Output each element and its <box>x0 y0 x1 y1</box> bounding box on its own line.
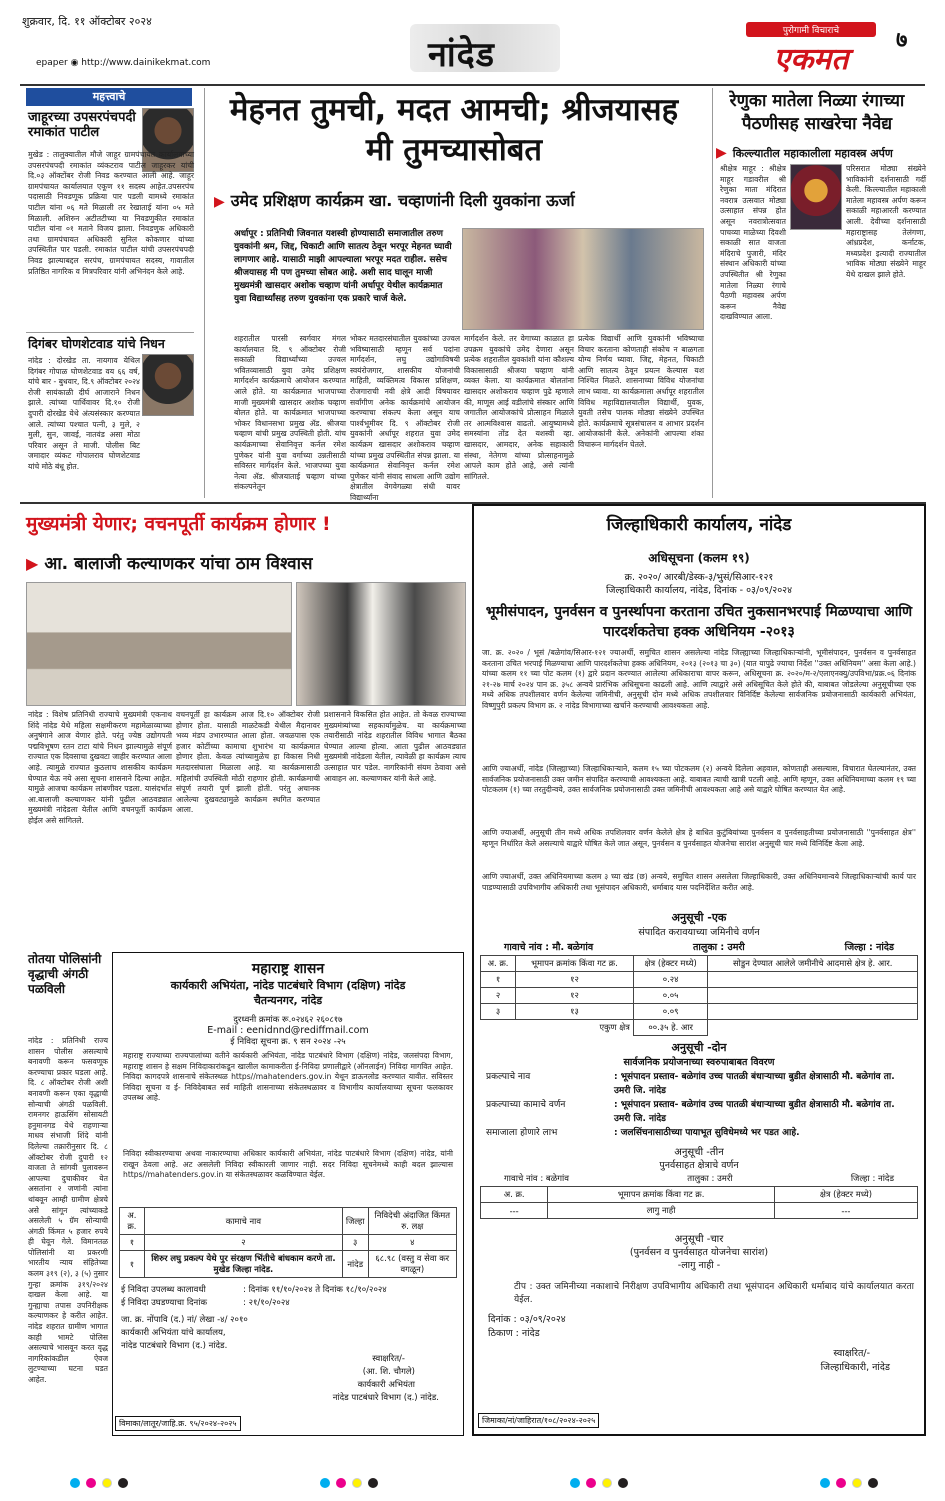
table-header: क्षेत्र (हेक्टर मध्ये) <box>774 1187 917 1203</box>
logo-tagline: पुरोगामी विचाराचे <box>746 22 876 37</box>
subheadline-text: उमेद प्रशिक्षण कार्यक्रम खा. चव्हाणांनी दिली युवकांना ऊर्जा <box>230 191 575 210</box>
registration-dot <box>586 1478 596 1488</box>
goddess-photo <box>790 164 842 230</box>
table-cell: २ <box>481 988 516 1004</box>
period-value: : दिनांक ११/१०/२०२४ ते दिनांक १८/१०/२०२४ <box>243 1285 387 1295</box>
sch2-row <box>486 1126 912 1140</box>
table-row <box>481 988 918 1004</box>
sch3-sub: पुनर्वसाहत क्षेत्राचे वर्णन <box>659 1160 739 1171</box>
story-body-jahur: मुखेड : तालुक्यातील मौजे जाहूर ग्रामपंचायत कार्यालयाच्या उपसरपंचपदी रमाकांत व्यंकटराव पाटील जाहूरकर यांची दि.०३ ऑक्टोंबर रोजी निवड करण्यात आली आहे. जाहूर ग्रामपंचायत कार्यालयात एकूण ११ सदस्य आहेत.उपसरपंच पदासाठी निवडणूक प्रक्रिया पार पडली यामध्ये रमाकांत पाटील यांना ०६ मते मिळाली तर रेखाताई यांना ०५ मते मिळाली. अशिरुन अटीतटीच्या या निवडणुकीत रमाकांत पाटील यांना ०१ मताने विजय झाला. निवडणुक अधिकारी तथा ग्रामपंचायत अधिकारी सुनिल कोकणार यांच्या उपस्थितीत पार पडली. रमाकांत पाटील यांची उपसरपंचपदी निवड झाल्याबद्दल सरपंच, ग्रामपंचायत सदस्य, गावातील प्रतिष्ठित नागरिक व मित्रपरिवार यांनी अभिनंदन केले आहे. <box>28 150 194 276</box>
tender-email[interactable]: E-mail : eenidnnd@rediffmail.com <box>207 1025 369 1036</box>
table-cell: लागु नाही <box>548 1203 775 1219</box>
sch4-na: -लागु नाही - <box>677 1260 721 1271</box>
table-cell: १ <box>481 972 516 988</box>
sch1-table <box>480 955 918 1036</box>
table-cell: १२ <box>516 972 634 988</box>
sch3-title: अनुसूची -तीन <box>674 1147 724 1158</box>
column-rule <box>204 88 205 498</box>
sch2-label: प्रकल्पाचे नाव <box>486 1072 531 1082</box>
table-header: भूमापन क्रमांक किंवा गट क्र. <box>548 1187 775 1203</box>
logo-wordmark: एकमत <box>773 42 849 77</box>
intro-paragraph: अर्धापूर : प्रतिनिधी जिवनात यशस्वी होण्यासाठी समाजातील तरुण युवकांनी श्रम, जिद्द, चिकाटी आणि सातत्य ठेवून भरपूर मेहनत घ्यावी लागणार आहे. यासाठी माझी आपल्याला भरपूर मदत राहील. ससेच श्रीजयासह मी पण तुमच्या सोबत आहे. अशी साद घालून माजी मुख्यमंत्री खासदार अशोक चव्हाण यांनी अर्धापूर येथील कार्यक्रमात युवा विद्यार्थ्यांसह तरुण युवकांना एक प्रकारे चार्ज केले. <box>234 229 452 304</box>
registration-dot <box>352 1478 362 1488</box>
main-column-1: शहरातील पारसी स्वर्गवार मंगल कार्यालयात दि. ९ ऑक्टोबर रोजी सकाळी विद्यार्थ्यांच्या उज्वल भवितव्यासाठी युवा उमेद प्रशिक्षण मार्गदर्शन कार्यक्रमाचे आयोजन करण्यात आले होते. या कार्यक्रमात भाजपाच्या माजी मुख्यमंत्री खासदार अशोक चव्हाण बोलत होते. या कार्यक्रमात भाजपाच्या भोकर विधानसभा प्रमुख ॲड. श्रीजया चव्हाण यांची प्रमुख उपस्थिती होती. यांच कार्यक्रमाच्या सेवानिवृत्त कर्नल रमेश पुणेकर यांनी युवा वर्गाच्या उन्नतीसाठी सविस्तर मार्गदर्शन केले. भाजपच्या युवा नेत्या ॲड. श्रीजयाताई चव्हाण यांच्या संकल्पनेतून <box>234 334 346 492</box>
story-body-ring: नांदेड : प्रतिनिधी राज्य शासन पोलीस असल्याचे बनावणी करून फसवणूक करण्याचा प्रकार घडला आहे. दि. ८ ऑक्टोबर रोजी अशी बनावणी करून एका वृद्धाची सोन्याची अंगठी पळविली. रामनगर हाऊसिंग सोसायटी हनुमानगड येथे राहणाऱ्या माधव संभाजी शिंदे यांनी दिलेल्या तक्रारीनुसार दि. ८ ऑक्टोबर रोजी दुपारी १२ वाजता ते सांगवी पुलावरून आपल्या दुचाकीवर येत असतांना २ जणांनी त्यांना थांबवून आम्ही ग्रामीण क्षेत्रचे असे सांगून त्यांच्याकडे असलेली ५ ग्रॅम सोन्याची अंगठी किंमत ५ हजार रुपये ही घेवून गेले. विमानतळ पोलिसांनी या प्रकरणी भारतीय न्याय संहितेच्या कलम ३१९ (२), ३ (५) नुसार गुन्हा क्रमांक ३१९/२०२४ दाखल केला आहे. या गुन्ह्याचा तपास उपनिरीक्षक कल्याणकर हे करीत आहेत. नांदेड शहरात ग्रामीण भागात काही भामटे पोलिस असल्याचे भासवून करत वृद्ध नागरिकांकडील ऐवज लुटण्याच्या घटना घडत आहेत. <box>28 1036 108 1384</box>
table-row <box>120 1251 457 1278</box>
cm-column-1: नांदेड : विशेष प्रतिनिधी राज्याचे मुख्यमंत्री एकनाथ शिंदे नांदेड येथे महिला सक्षमीकरण महामेळाव्याच्या अनुषंगाने आज येणार होते. परंतु ज्येष्ठ उद्योगपती पद्मविभूषण रतन टाटा यांचे निधन झाल्यामुळे संपूर्ण राज्यात एक दिवसाचा दुखवटा जाहीर करण्यात आला आहे. त्यामुळे राज्यात कुठलाच शासकीय कार्यक्रम घेण्यात येऊ नये असा सूचना शासनाने दिल्या आहेत. यामुळे आजचा कार्यक्रम लांबणीवर पडला. यासंदर्भात आ.बालाजी कल्याणकर यांनी पुढील आठवड्यात मुख्यमंत्री नांदेडला येतील आणि वचनपूर्ती कार्यक्रम होईल असे सांगितले. <box>28 710 172 825</box>
notice-para-1: जा. क्र. २०२० / भूसं /बळेगांव/सिआर-१२१ ज्याअर्थी, समुचित शासन असलेल्या नांदेड जिल्ह्याच्या जिल्हाधिकाऱ्यांनी, भूमीसंपादन, पुनर्वसन व पुनर्वसाहत करताना उचित भरपाई मिळण्याचा आणि पारदर्शकतेचा हक्क अधिनियम, २०१३ (२०१३ चा ३०) (यात यापुढे ज्याचा निर्देश ''उक्त अधिनियम'' असा केला आहे.) यांच्या कलम ११ च्या पोट कलम (१) द्वारे प्रदान करण्यात आलेल्या अधिकाराचा वापर करून, अधिसूचना क्र. २०२०/म-२/एलाएनक्यु/उपविभा/प्रक्र.०६ दिनांक २१-२७ मार्च २०२४ पान क्र. ३५८ अन्वये प्रारंभिक अधिसूचना काढली आहे. आणि त्याद्वारे असे अधिसूचित केले होते की, याबाबत जोडलेल्या अनुसूचीच्या एक मध्ये अधिक तपशीलवार वर्णन केलेल्या जमिनीची, अनुसूची दोन मध्ये अधिक तपशीलवार विनिर्दिष्ट केलेल्या सार्वजनिक प्रयोजनासाठी कार्यकारी अभियंता, विष्णुपुरी प्रकल्प विभाग क्र. २ नांदेड विभागाच्या खर्चाने करण्याची आवश्यकता आहे. <box>482 648 916 710</box>
registration-dot <box>852 1478 862 1488</box>
notice-footer-code: जिमाका/नां/जाहिरात/१०८/२०२४-२०२५ <box>478 1413 599 1428</box>
sch4-sub: (पुनर्वसन व पुनर्वसाहत योजनेचा सारांश) <box>629 1247 769 1258</box>
main-subheadline <box>214 190 694 213</box>
table-cell: १ <box>120 1251 145 1278</box>
table-cell: शिरुर लघु प्रकल्प येथे पुर संरक्षण भिंतीचे बांधकाम करणे ता. मुखेड जिल्हा नांदेड. <box>144 1251 342 1278</box>
table-header: भूमापन क्रमांक किंवा गट क्र. <box>516 956 634 972</box>
ekmat-logo <box>746 22 876 84</box>
notice-act-title: भूमीसंपादन, पुनर्वसन व पुनर्स्थापना करताना उचित नुकसानभरपाई मिळण्याचा आणि पारदर्शकतेचा हक्क अधिनियम -२०१३ <box>485 604 913 640</box>
notice-date: दिनांक : ०३/०९/२०२४ <box>488 1314 566 1325</box>
total-label: एकुण क्षेत्र <box>599 1022 630 1033</box>
portrait-photo <box>142 354 194 416</box>
registration-dot <box>836 1478 846 1488</box>
renuka-subheadline-text: किल्ल्यातील महाकालीला महावस्त्र अर्पण <box>732 147 893 160</box>
table-cell: १२ <box>516 988 634 1004</box>
table-cell: १ <box>120 1235 145 1251</box>
table-header: अ. क्र. <box>481 956 516 972</box>
epaper-link[interactable]: epaper ◉ http://www.dainikekmat.com <box>36 58 211 68</box>
registration-dot <box>70 1478 80 1488</box>
triangle-bullet-icon: ▶ <box>716 145 727 161</box>
sch1-district: जिल्हा : नांदेड <box>844 942 894 953</box>
tender-notice <box>112 952 464 1436</box>
open-label: ई निविदा उघडण्याचा दिनांक <box>121 1298 208 1308</box>
sch2-label: प्रकल्पाच्या कामाचे वर्णन <box>486 1100 566 1110</box>
notice-signed: स्वाक्षरित/- <box>833 1348 870 1359</box>
main-headline: मेहनत तुमची, मदत आमची; श्रीजयासह मी तुमच्यासोबत <box>229 92 679 168</box>
story-body-nidhan: नांदेड : दोरखेड ता. नायगाव येथिल दिगंबर गोपाळ घोणशेटवाड वय ६६ वर्ष, यांचे बार - बुधवार, दि.९ ऑक्टोबर २०२४ रोजी सायंकाळी दीर्घ आजाराने निधन झाले. त्यांच्या पार्थिवावर दि.१० रोजी दुपारी दोरखेड येथे अंत्यसंस्कार करण्यात आले. त्यांच्या पश्चात पत्नी, ३ मुले, २ मुली, सुन, जावई, नातवंड असा मोठा परिवार असून ते माजी. पोलीस बिट जमादार व्यंकट गोपालराव घोणशेटवाड यांचे मोठे बंधू होत. <box>28 356 140 471</box>
table-cell: ०.२४ <box>633 972 707 988</box>
tender-table <box>119 1207 457 1278</box>
table-header: क्षेत्र (हेक्टर मध्ये) <box>633 956 707 972</box>
registration-dot <box>868 1478 878 1488</box>
story-title-ring: तोतया पोलिसांनी वृद्धाची अंगठी पळविली <box>28 952 102 996</box>
sch1-village: गावाचे नांव : मौ. बळेगांव <box>504 942 594 953</box>
sch2-row <box>486 1098 912 1126</box>
tender-office: कार्यकारी अभियंता, नांदेड पाटबंधारे विभाग (दक्षिण) नांदेड <box>170 979 406 992</box>
sch3-table <box>480 1186 918 1219</box>
table-header: कामाचे नाव <box>144 1208 342 1235</box>
tender-ref-1: जा. क्र. नोंपावि (द.) नां/ लेखा -४/ २०१० <box>121 1315 248 1325</box>
table-cell: २ <box>144 1235 342 1251</box>
table-header: निविदेची अंदाजित किंमत रु. लक्ष <box>368 1208 456 1235</box>
cm-subheadline <box>26 550 466 578</box>
tender-address: चैतन्यनगर, नांदेड <box>253 994 323 1007</box>
registration-dot <box>368 1478 378 1488</box>
divider <box>26 332 194 333</box>
registration-dot <box>102 1478 112 1488</box>
open-value: : २१/१०/२०२४ <box>243 1298 290 1308</box>
sch2-sub: सार्वजनिक प्रयोजनाच्या स्वरुपाबाबत विवरण <box>623 1057 775 1068</box>
table-header: अ. क्र. <box>120 1208 145 1235</box>
table-header: जिल्हा <box>342 1208 368 1235</box>
triangle-bullet-icon: ▶ <box>214 194 225 210</box>
table-row <box>481 1020 918 1036</box>
table-cell: ०.०५ <box>633 988 707 1004</box>
registration-dot <box>86 1478 96 1488</box>
page-number: ७ <box>896 28 908 53</box>
sch2-value: : भूसंपादन प्रस्ताव- बळेगांव उच्च पातळी बंधाऱ्याच्या बुडीत क्षेत्रासाठी मौ. बळेगांव ता. उमरी जि. नांदेड <box>614 1100 895 1124</box>
sch2-label: समाजाला होणारे लाभ <box>486 1128 558 1138</box>
city-name: नांदेड <box>428 35 495 75</box>
sch1-title: अनुसूची -एक <box>671 911 727 924</box>
cm-headline: मुख्यमंत्री येणार; वचनपूर्ती कार्यक्रम होणार ! <box>26 513 331 535</box>
main-column-2: भोकर मतदारसंघातील युवकांच्या उज्वल भविष्यासाठी म्हणून सर्व पदांना मार्गदर्शन, लघु उद्योगाविषयी स्वयंरोजगार, शासकीय योजनांची माहिती, व्यक्तिमत्व विकास प्रशिक्षण, रोजगाराची नवी क्षेत्रे आदी विषयावर सर्वांगीण अनेक कार्यक्रमांचे आयोजन करण्याचा संकल्प केला असून याच पार्श्वभूमीवर दि. ९ ऑक्टोबर रोजी युवकांनी अर्धापूर शहरात युवा उमेद कार्यक्रम खासदार अशोकराव चव्हाण यांच्या प्रमुख उपस्थितीत संपन्न झाला. या कार्यक्रमात सेवानिवृत्त कर्नल रमेश पुणेकर यांनी संवाद साधला आणि उद्योग क्षेत्रातील वेगवेगळ्या संधी यावर विद्यार्थ्यांना <box>350 334 460 502</box>
table-row <box>481 1004 918 1020</box>
notice-para-2: आणि ज्याअर्थी, नांदेड (जिल्ह्याच्या) जिल्हाधिकाऱ्याने, कलम १५ च्या पोटकलम (२) अन्वये दिलेला अहवाल, कोणताही असल्यास, विचारात घेतल्यानंतर, उक्त सार्वजनिक प्रयोजनासाठी उक्त जमीन संपादित करण्याची आवश्यकता आहे. याबाबत त्याची खात्री पटली आहे. आणि म्हणून, उक्त अधिनियमाच्या कलम १९ च्या पोटकलम (१) च्या तरतुदीन्वये, उक्त सार्वजनिक प्रयोजनासाठी उक्त जमिनीची आवश्यकता आहे असे याद्वारे घोषित करण्यात येत आहे. <box>482 764 916 795</box>
table-cell: --- <box>774 1203 917 1219</box>
notice-section: अधिसूचना (कलम १९) <box>648 551 750 565</box>
tender-ref-3: नांदेड पाटबंधारे विभाग (द.) नांदेड. <box>121 1341 228 1351</box>
period-label: ई निविदा उपलब्ध कालावधी <box>121 1285 206 1295</box>
cm-column-2: वचनपूर्ती हा कार्यक्रम आज दि.१० ऑक्टोबर रोजी होणार होता. यासाठी माळटेकडी येथील मैदानावर भव्य मंडप उभारण्यात आला होता. जवळपास एक हजार कोटींच्या कामाचा शुभारंभ या कार्यक्रमात होणार होता. केवळ त्यांच्यामुळेच हा विकास निधी मतदारसंघाला मिळाला आहे. या कार्यक्रमासाठी महिलांची उपस्थिती मोठी राहणार होती. कार्यक्रमाची संपूर्ण तयारी पूर्ण झाली होती. परंतु अचानक आलेल्या दुखवट्यामुळे कार्यक्रम स्थगित करण्यात आला. <box>176 710 320 815</box>
registration-dot <box>820 1478 830 1488</box>
notice-note: टीप : उक्त जमिनीच्या नकाशाचे निरीक्षण उपविभागीय अधिकारी तथा भूसंपादन अधिकारी धर्माबाद यांचे कार्यालयात करता येईल. <box>514 1282 914 1305</box>
sch3-district: जिल्हा : नांदेड <box>850 1174 894 1184</box>
tender-footer-code: विमाका/लातूर/जाहि.क्र. ९५/२०२४-२०२५ <box>115 1416 241 1431</box>
column-rule <box>712 88 713 498</box>
sch2-row <box>486 1070 912 1098</box>
registration-dot <box>570 1478 580 1488</box>
notice-sign-role: जिल्हाधिकारी, नांदेड <box>820 1362 890 1373</box>
cm-subheadline-text: आ. बालाजी कल्याणकर यांचा ठाम विश्वास <box>44 554 313 574</box>
table-cell <box>708 988 918 1004</box>
renuka-column-2: परिसरात मोठ्या संख्येने भाविकांनी दर्शनासाठी गर्दी केली. किल्ल्यातील महाकाली मातेला महावस्त्र अर्पण करून सकाळी महाआरती करण्यात आली. देवीच्या दर्शनासाठी महाराष्ट्रासह तेलंगणा, आंध्रप्रदेश, कर्नाटक, मध्यप्रदेश इत्यादी राज्यातील भाविक मोठ्या संख्येने माहूर येथे दाखल झाले होते. <box>846 164 926 279</box>
notice-ref: क्र. २०२०/ आरबी/डेस्क-३/भुसं/सिआर-१२१ <box>624 572 774 583</box>
notice-office: जिल्हाधिकारी कार्यालय, नांदेड <box>606 515 792 535</box>
group-photo <box>462 228 704 330</box>
masthead-date: शुक्रवार, दि. ११ ऑक्टोबर २०२४ <box>22 15 152 28</box>
table-header: अ. क्र. <box>481 1187 548 1203</box>
renuka-headline: रेणुका मातेला निळ्या रंगाच्या पैठणीसह साखरेचा नैवेद्य <box>729 91 905 134</box>
masthead-divider <box>20 84 925 86</box>
collector-notice <box>472 504 926 1436</box>
sch1-taluka: तालुका : उमरी <box>693 942 745 953</box>
registration-dot <box>602 1478 612 1488</box>
registration-dot <box>618 1478 628 1488</box>
table-cell: नांदेड <box>342 1251 368 1278</box>
notice-para-3: आणि ज्याअर्थी, अनुसूची तीन मध्ये अधिक तपशिलवार वर्णन केलेले क्षेत्र हे बाधित कुटुंबियांच्या पुनर्वसन व पुनर्वसाहतीच्या प्रयोजनासाठी ''पुनर्वसाहत क्षेत्र'' म्हणून निर्धारित केले असल्याचे याद्वारे घोषित केले जात असून, पुनर्वसन व पुनर्वसाहत योजनेचा सारांश अनुसूची चार मध्ये विनिर्दिष्ट केला आहे. <box>482 828 916 848</box>
table-cell <box>708 972 918 988</box>
section-label: महत्त्वाचे <box>26 88 192 106</box>
registration-dot <box>336 1478 346 1488</box>
tender-gov: महाराष्ट्र शासन <box>251 961 325 977</box>
tender-sign-role-1: कार्यकारी अभियंता <box>357 1380 415 1390</box>
sch2-value: : भूसंपादन प्रस्ताव- बळेगांव उच्च पातळी बंधाऱ्याच्या बुडीत क्षेत्रासाठी मौ. बळेगांव ता. उमरी जि. नांदेड <box>614 1072 895 1096</box>
notice-para-4: आणि ज्याअर्थी, उक्त अधिनियमाच्या कलम ३ च्या खंड (छ) अन्वये, समुचित शासन असलेला जिल्हाधिकारी, उक्त अधिनियमान्वये जिल्हाधिकाऱ्यांची कार्य पार पाडण्यासाठी उपविभागीय अधिकारी तथा भूसंपादन अधिकारी, धर्माबाद यास पदनिर्देशित करीत आहे. <box>482 872 916 892</box>
sch2-value: : जलसिंचनासाठीच्या पायाभूत सुविधेमध्ये भर पडत आहे. <box>614 1128 800 1138</box>
table-row <box>481 1203 918 1219</box>
tender-signed: स्वाक्षरित/- <box>372 1354 405 1364</box>
notice-place: ठिकाण : नांदेड <box>488 1328 540 1339</box>
main-column-4: प्रत्येक विद्यार्थी आणि युवकांनी भविष्याचा विचार करताना कोणताही संकोच न बाळगता योग्य निर्णय घ्यावा. जिद्द, मेहनत, चिकाटी आणि सातत्य ठेवून प्रयत्न केल्यास यश निश्चित मिळते. शासनाच्या विविध योजनांचा लाभ घ्यावा. या कार्यक्रमाला अर्धापूर शहरातील विविध महाविद्यालयातील विद्यार्थी, युवक, युवती तसेच पालक मोठ्या संख्येने उपस्थित होते. कार्यक्रमाचे सूत्रसंचालन व आभार प्रदर्शन आयोजकांनी केले. अनेकांनी आपल्या शंका विचारून मार्गदर्शन घेतले. <box>578 334 704 449</box>
table-row <box>481 972 918 988</box>
notice-date-line: जिल्हाधिकारी कार्यालय, नांदेड, दिनांक - ०३/०९/२०२४ <box>605 585 793 596</box>
tender-ref-2: कार्यकारी अभियंता यांचे कार्यालय, <box>121 1328 226 1338</box>
sch3-taluka: तालुका : उमरी <box>687 1174 733 1184</box>
tender-sign-role-2: नांदेड पाटबंधारे विभाग (द.) नांदेड. <box>332 1393 439 1403</box>
tender-body-1: महाराष्ट्र राज्याच्या राज्यपालांच्या वतीने कार्यकारी अभियंता, नांदेड पाटबंधारे विभाग (दक्षिण) नांदेड, जलसंपदा विभाग, महाराष्ट्र शासन हे सक्षम निविदाकारांकडून खालील कामाकरीता ई-निविदा प्रणालीद्वारे (ऑनलाईन) निविदा मागवित आहेत. निविदा कागदपत्रे शासनाचे संकेतस्थळ https//mahatenders.gov.in येथून डाऊनलोड करण्यात यावीत. सविस्तर निविदा सूचना व ई- निविदेबाबत सर्व माहिती शासनाच्या संकेतस्थळावर व विभागीय कार्यालयाच्या सूचना फलकावर उपलब्ध आहे. <box>123 1051 453 1103</box>
triangle-bullet-icon: ▶ <box>26 554 39 573</box>
sch2-title: अनुसूची -दोन <box>671 1041 727 1054</box>
table-cell: ६८.९८ (वस्तु व सेवा कर वगळून) <box>368 1251 456 1278</box>
table-cell: ४ <box>368 1235 456 1251</box>
main-column-3: मार्गदर्शन केले. तर वेगाच्या काळात हा उपक्रम युवकांचे उमेद देणारा असून प्रत्येक शहरातील युवकांशी यांना कौशल्य विकासासाठी श्रीजया चव्हाण यांनी व्यक्त केला. या कार्यक्रमात बोलतांना खासदार अशोकराव चव्हाण पुढे म्हणाले की, माणूस आई वडीलांचे संस्कार आणि जगातील आयोजकांचे प्रोत्साहन मिळाले तर आत्मविश्वास वाढतो. आयुष्यामध्ये समस्यांना तोंड देत यशस्वी व्हा. खासदार, आमदार, अनेक सहाकारी संस्था, नेतेगण यांच्या प्रोत्साहनामुळे आपले काम होते आहे, असे त्यांनी सांगितले. <box>464 334 574 481</box>
renuka-subheadline <box>716 145 928 161</box>
venue-photo <box>26 582 292 706</box>
sch1-sub: संपादित करावयाच्या जमिनीचे वर्णन <box>638 927 760 938</box>
table-header: सोडुन देण्यात आलेले जमीनीचे आदमासे क्षेत्र हे. आर. <box>708 956 918 972</box>
story-title-jahur: जाहूरच्या उपसरपंचपदी रमाकांत पाटील <box>28 110 136 140</box>
table-cell <box>708 1004 918 1020</box>
story-title-nidhan: दिगंबर घोणशेटवाड यांचे निधन <box>28 336 165 351</box>
table-cell: --- <box>481 1203 548 1219</box>
registration-dot <box>118 1478 128 1488</box>
table-cell: ०.०९ <box>633 1004 707 1020</box>
tender-notice-no: ई निविदा सूचना क्र. ९ सन २०२४ -२५ <box>230 1037 346 1047</box>
tender-phone: दुरध्वनी क्रमांक रू.०२४६२ २६०८१७ <box>233 1015 343 1025</box>
renuka-column-1: श्रीक्षेत्र माहूर : श्रीक्षेत्र माहूर गडावरील श्री रेणुका माता मंदिरात नवरात्र उत्सवात मोठ्या उत्साहात संपन्न होत असून नवरात्रोत्सवात पाचव्या माळेच्या दिवशी सकाळी सात वाजता मंदिराचे पुजारी, मंदिर संस्थान अधिकारी यांच्या उपस्थितीत श्री रेणुका मातेला निळ्या रंगाचे पैठणी महावस्त्र अर्पण करून नैवेद्य दाखविण्यात आला. <box>720 164 786 322</box>
registration-dot <box>320 1478 330 1488</box>
cm-column-3: प्रशासनाने विकसित होत आहेत. तो केवळ राज्याच्या मुख्यमंत्र्यांच्या सहकार्यामुळेच. या कार्यक्रमाच्या तयारीसाठी नांदेड शहरातील विविध भागात बैठका घेण्यात आल्या होत्या. आता पुढील आठवड्यात मुख्यमंत्री नांदेडला येतील, त्यावेळी हा कार्यक्रम त्याच उत्साहात पार पडेल. नागरिकांनी संयम ठेवावा असे आवाहन आ. कल्याणकर यांनी केले आहे. <box>324 710 466 783</box>
tender-sign-name: (आ. शि. चौगले) <box>362 1367 415 1377</box>
total-value: ००.३५ हे. आर <box>633 1020 707 1036</box>
mla-photo <box>296 582 466 706</box>
table-cell: ३ <box>481 1004 516 1020</box>
table-cell: १३ <box>516 1004 634 1020</box>
tender-body-2: निविदा स्वीकारण्याचा अथवा नाकारण्याचा अधिकार कार्यकारी अभियंता, नांदेड पाटबंधारे विभाग (दक्षिण) नांदेड, यांनी राखून ठेवला आहे. अट असलेली निविदा स्वीकारली जाणार नाही. सदर निविदा सूचनेमध्ये काही बदल झाल्यास https//mahatenders.gov.in या संकेतस्थळावर कळविण्यात येईल. <box>123 1149 453 1180</box>
sch4-title: अनुसूची -चार <box>674 1234 724 1245</box>
table-cell: ३ <box>342 1235 368 1251</box>
sch3-village: गावाचे नांव : बळेगांव <box>504 1174 569 1184</box>
